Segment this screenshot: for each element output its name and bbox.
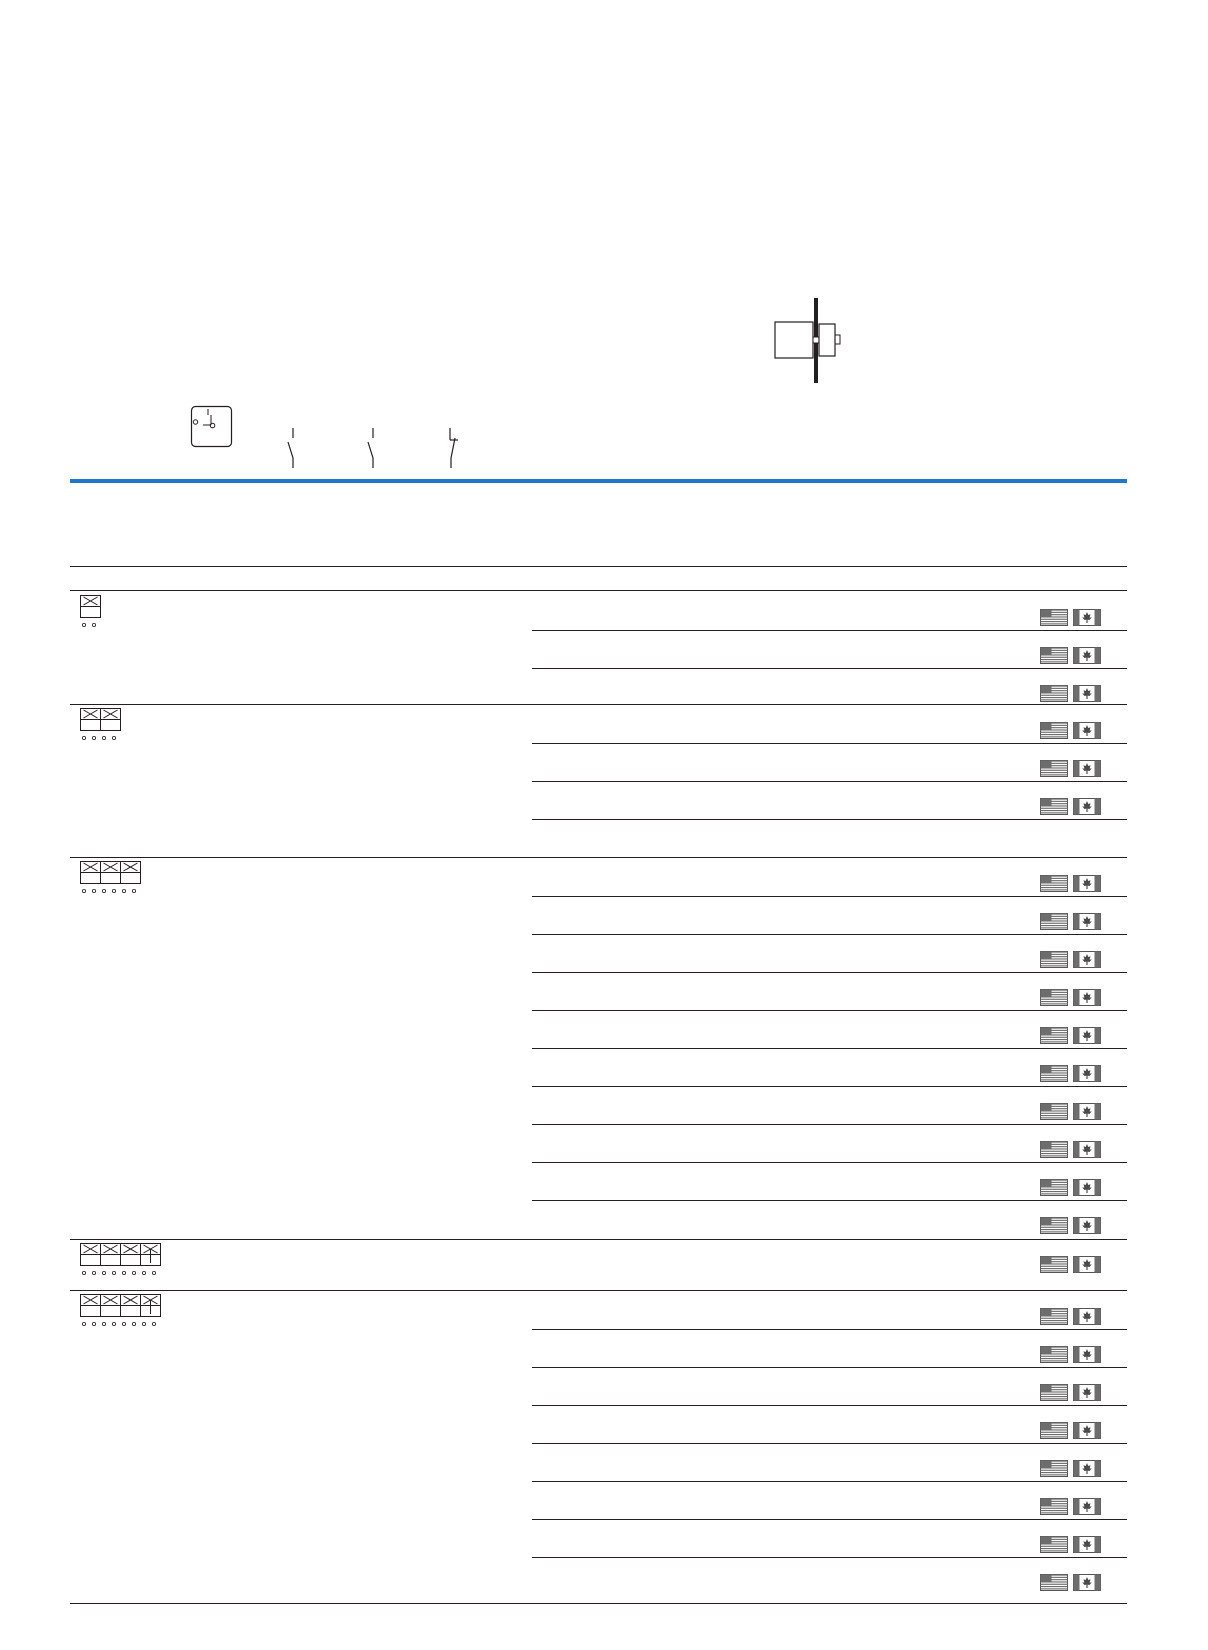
table-row-divider: [532, 743, 1127, 744]
canada-flag-icon: [1073, 1256, 1101, 1273]
table-row-divider: [532, 1124, 1127, 1125]
canada-flag-icon: [1073, 1460, 1101, 1477]
us-flag-icon: [1040, 647, 1068, 664]
canada-flag-icon: [1073, 1422, 1101, 1439]
switch-3-pole-plus-n-icon: [80, 1294, 166, 1334]
switch-1-pole-icon: [80, 595, 106, 635]
canada-flag-icon: [1073, 1103, 1101, 1120]
us-flag-icon: [1040, 1422, 1068, 1439]
table-row-divider: [532, 781, 1127, 782]
table-row-divider: [532, 1200, 1127, 1201]
canada-flag-icon: [1073, 1027, 1101, 1044]
us-flag-icon: [1040, 1065, 1068, 1082]
canada-flag-icon: [1073, 951, 1101, 968]
us-flag-icon: [1040, 1536, 1068, 1553]
us-flag-icon: [1040, 609, 1068, 626]
table-header-bottom-rule: [70, 590, 1127, 591]
table-group-divider: [70, 1290, 1127, 1291]
table-row-divider: [532, 1557, 1127, 1558]
canada-flag-icon: [1073, 913, 1101, 930]
us-flag-icon: [1040, 1460, 1068, 1477]
table-row-divider: [532, 1367, 1127, 1368]
table-row-divider: [532, 1329, 1127, 1330]
table-row-divider: [532, 1048, 1127, 1049]
canada-flag-icon: [1073, 1141, 1101, 1158]
table-row-divider: [532, 630, 1127, 631]
contact-no-symbol-icon: [287, 428, 299, 470]
canada-flag-icon: [1073, 989, 1101, 1006]
canada-flag-icon: [1073, 647, 1101, 664]
table-group-divider: [70, 704, 1127, 705]
canada-flag-icon: [1073, 798, 1101, 815]
us-flag-icon: [1040, 1574, 1068, 1591]
us-flag-icon: [1040, 951, 1068, 968]
canada-flag-icon: [1073, 760, 1101, 777]
switch-3-pole-plus-n-icon: [80, 1243, 166, 1283]
canada-flag-icon: [1073, 1498, 1101, 1515]
us-flag-icon: [1040, 1179, 1068, 1196]
canada-flag-icon: [1073, 1065, 1101, 1082]
us-flag-icon: [1040, 875, 1068, 892]
table-row-divider: [532, 668, 1127, 669]
table-row-divider: [532, 934, 1127, 935]
contact-no-symbol-icon: [367, 428, 379, 470]
us-flag-icon: [1040, 1256, 1068, 1273]
table-row-divider: [532, 1405, 1127, 1406]
us-flag-icon: [1040, 989, 1068, 1006]
us-flag-icon: [1040, 798, 1068, 815]
table-row-divider: [532, 1010, 1127, 1011]
table-row-divider: [532, 819, 1127, 820]
us-flag-icon: [1040, 1346, 1068, 1363]
us-flag-icon: [1040, 1103, 1068, 1120]
us-flag-icon: [1040, 722, 1068, 739]
table-row-divider: [532, 1162, 1127, 1163]
canada-flag-icon: [1073, 1384, 1101, 1401]
canada-flag-icon: [1073, 1574, 1101, 1591]
canada-flag-icon: [1073, 1179, 1101, 1196]
table-group-divider: [70, 1603, 1127, 1604]
canada-flag-icon: [1073, 1217, 1101, 1234]
switch-2-pole-icon: [80, 708, 126, 748]
canada-flag-icon: [1073, 1536, 1101, 1553]
us-flag-icon: [1040, 1217, 1068, 1234]
us-flag-icon: [1040, 760, 1068, 777]
table-row-divider: [532, 1519, 1127, 1520]
canada-flag-icon: [1073, 875, 1101, 892]
table-row-divider: [532, 1086, 1127, 1087]
us-flag-icon: [1040, 1498, 1068, 1515]
canada-flag-icon: [1073, 1308, 1101, 1325]
panel-mount-diagram-icon: [770, 298, 850, 388]
canada-flag-icon: [1073, 685, 1101, 702]
contact-nc-symbol-icon: [447, 428, 461, 470]
switch-3-pole-icon: [80, 861, 146, 901]
us-flag-icon: [1040, 685, 1068, 702]
canada-flag-icon: [1073, 722, 1101, 739]
canada-flag-icon: [1073, 609, 1101, 626]
canada-flag-icon: [1073, 1346, 1101, 1363]
table-header-top-rule: [70, 566, 1127, 567]
table-group-divider: [70, 857, 1127, 858]
us-flag-icon: [1040, 1308, 1068, 1325]
table-row-divider: [532, 1481, 1127, 1482]
rotary-switch-symbol-icon: [191, 406, 235, 450]
section-rule: [70, 479, 1127, 483]
table-row-divider: [532, 972, 1127, 973]
us-flag-icon: [1040, 1027, 1068, 1044]
table-row-divider: [532, 1443, 1127, 1444]
us-flag-icon: [1040, 913, 1068, 930]
table-row-divider: [532, 896, 1127, 897]
table-group-divider: [70, 1239, 1127, 1240]
us-flag-icon: [1040, 1141, 1068, 1158]
us-flag-icon: [1040, 1384, 1068, 1401]
